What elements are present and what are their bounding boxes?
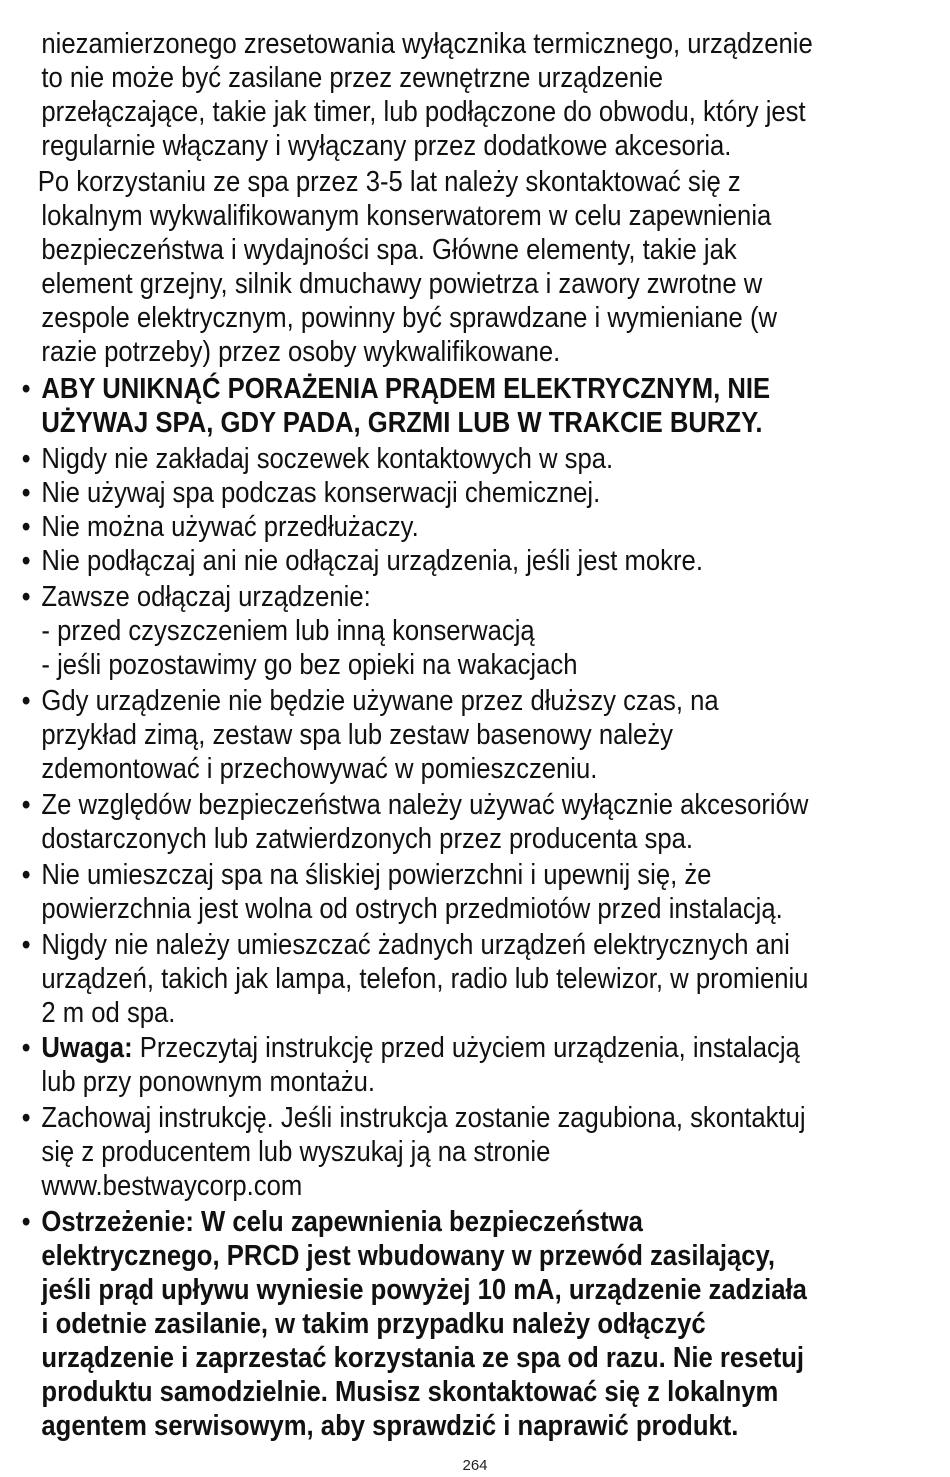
bullet-icon: • (21, 511, 31, 543)
bullet-icon: • (21, 789, 31, 821)
bullet-icon: • (21, 1102, 31, 1134)
text-line: agentem serwisowym, aby sprawdzić i naprawić produkt. (41, 1410, 739, 1442)
bullet-icon: • (21, 859, 31, 891)
text-line: produktu samodzielnie. Musisz skontaktować się z lokalnym (41, 1376, 779, 1408)
text-line: Nie podłączaj ani nie odłączaj urządzenia, jeśli jest mokre. (41, 545, 703, 577)
text-line: powierzchnia jest wolna od ostrych przedmiotów przed instalacją. (41, 893, 783, 925)
text-line: Nigdy nie zakładaj soczewek kontaktowych w spa. (41, 443, 614, 475)
text-line: przykład zimą, zestaw spa lub zestaw basenowy należy (41, 719, 673, 751)
text-line: Zawsze odłączaj urządzenie: (41, 581, 371, 613)
text-line: Gdy urządzenie nie będzie używane przez dłuższy czas, na (41, 685, 719, 717)
text-line: Po korzystaniu ze spa przez 3-5 lat należy skontaktować się z (37, 166, 741, 198)
text-line: jeśli prąd upływu wyniesie powyżej 10 mA, urządzenie zadziała (41, 1274, 807, 1306)
bullet-icon: • (21, 581, 31, 613)
note-text: Przeczytaj instrukcję przed użyciem urządzenia, instalacją (132, 1032, 800, 1064)
text-line: lokalnym wykwalifikowanym konserwatorem w celu zapewnienia (41, 200, 772, 232)
text-line: 2 m od spa. (41, 997, 176, 1029)
text-line: regularnie włączany i wyłączany przez dodatkowe akcesoria. (41, 130, 732, 162)
text-line: to nie może być zasilane przez zewnętrzne urządzenie (41, 62, 664, 94)
page-number: 264 (462, 1457, 488, 1474)
bullet-icon: • (21, 685, 31, 717)
text-line: ABY UNIKNĄĆ PORAŻENIA PRĄDEM ELEKTRYCZNYM, NIE (41, 373, 771, 405)
text-line: www.bestwaycorp.com (41, 1170, 303, 1202)
text-line: element grzejny, silnik dmuchawy powietrza i zawory zwrotne w (41, 268, 763, 300)
text-line: bezpieczeństwa i wydajności spa. Główne elementy, takie jak (41, 234, 737, 266)
text-line: elektrycznego, PRCD jest wbudowany w przewód zasilający, (41, 1240, 776, 1272)
text-line: Nie używaj spa podczas konserwacji chemicznej. (41, 477, 601, 509)
text-line: Nie umieszczaj spa na śliskiej powierzchni i upewnij się, że (41, 859, 712, 891)
text-line: dostarczonych lub zatwierdzonych przez producenta spa. (41, 823, 693, 855)
bullet-icon: • (21, 373, 31, 405)
bullet-icon: • (21, 545, 31, 577)
text-line: się z producentem lub wyszukaj ją na stronie (41, 1136, 551, 1168)
text-line: urządzenie i zaprzestać korzystania ze spa od razu. Nie resetuj (41, 1342, 805, 1374)
text-line: Nie można używać przedłużaczy. (41, 511, 419, 543)
text-line: przełączające, takie jak timer, lub podłączone do obwodu, który jest (41, 96, 806, 128)
text-line: razie potrzeby) przez osoby wykwalifikowane. (41, 336, 561, 368)
text-line: - jeśli pozostawimy go bez opieki na wakacjach (41, 649, 578, 681)
text-line: i odetnie zasilanie, w takim przypadku należy odłączyć (41, 1308, 706, 1340)
text-line: Zachowaj instrukcję. Jeśli instrukcja zostanie zagubiona, skontaktuj (41, 1102, 806, 1134)
bullet-icon: • (21, 477, 31, 509)
bullet-icon: • (21, 929, 31, 961)
text-line: Ze względów bezpieczeństwa należy używać wyłącznie akcesoriów (41, 789, 809, 821)
text-line: zespole elektrycznym, powinny być sprawdzane i wymieniane (w (41, 302, 778, 334)
bullet-icon: • (21, 443, 31, 475)
bullet-icon: • (21, 1032, 31, 1064)
text-line: Nigdy nie należy umieszczać żadnych urządzeń elektrycznych ani (41, 929, 790, 961)
text-line: UŻYWAJ SPA, GDY PADA, GRZMI LUB W TRAKCIE BURZY. (41, 407, 763, 439)
bullet-icon: • (21, 1206, 31, 1238)
text-line: - przed czyszczeniem lub inną konserwacją (41, 615, 535, 647)
text-line: niezamierzonego zresetowania wyłącznika termicznego, urządzenie (41, 28, 813, 60)
text-line: urządzeń, takich jak lampa, telefon, radio lub telewizor, w promieniu (41, 963, 809, 995)
text-line: zdemontować i przechowywać w pomieszczeniu. (41, 753, 598, 785)
text-line: Ostrzeżenie: W celu zapewnienia bezpieczeństwa (41, 1206, 643, 1238)
note-label: Uwaga: (41, 1032, 133, 1064)
text-line: lub przy ponownym montażu. (41, 1066, 376, 1098)
text-line (41, 1031, 799, 1065)
